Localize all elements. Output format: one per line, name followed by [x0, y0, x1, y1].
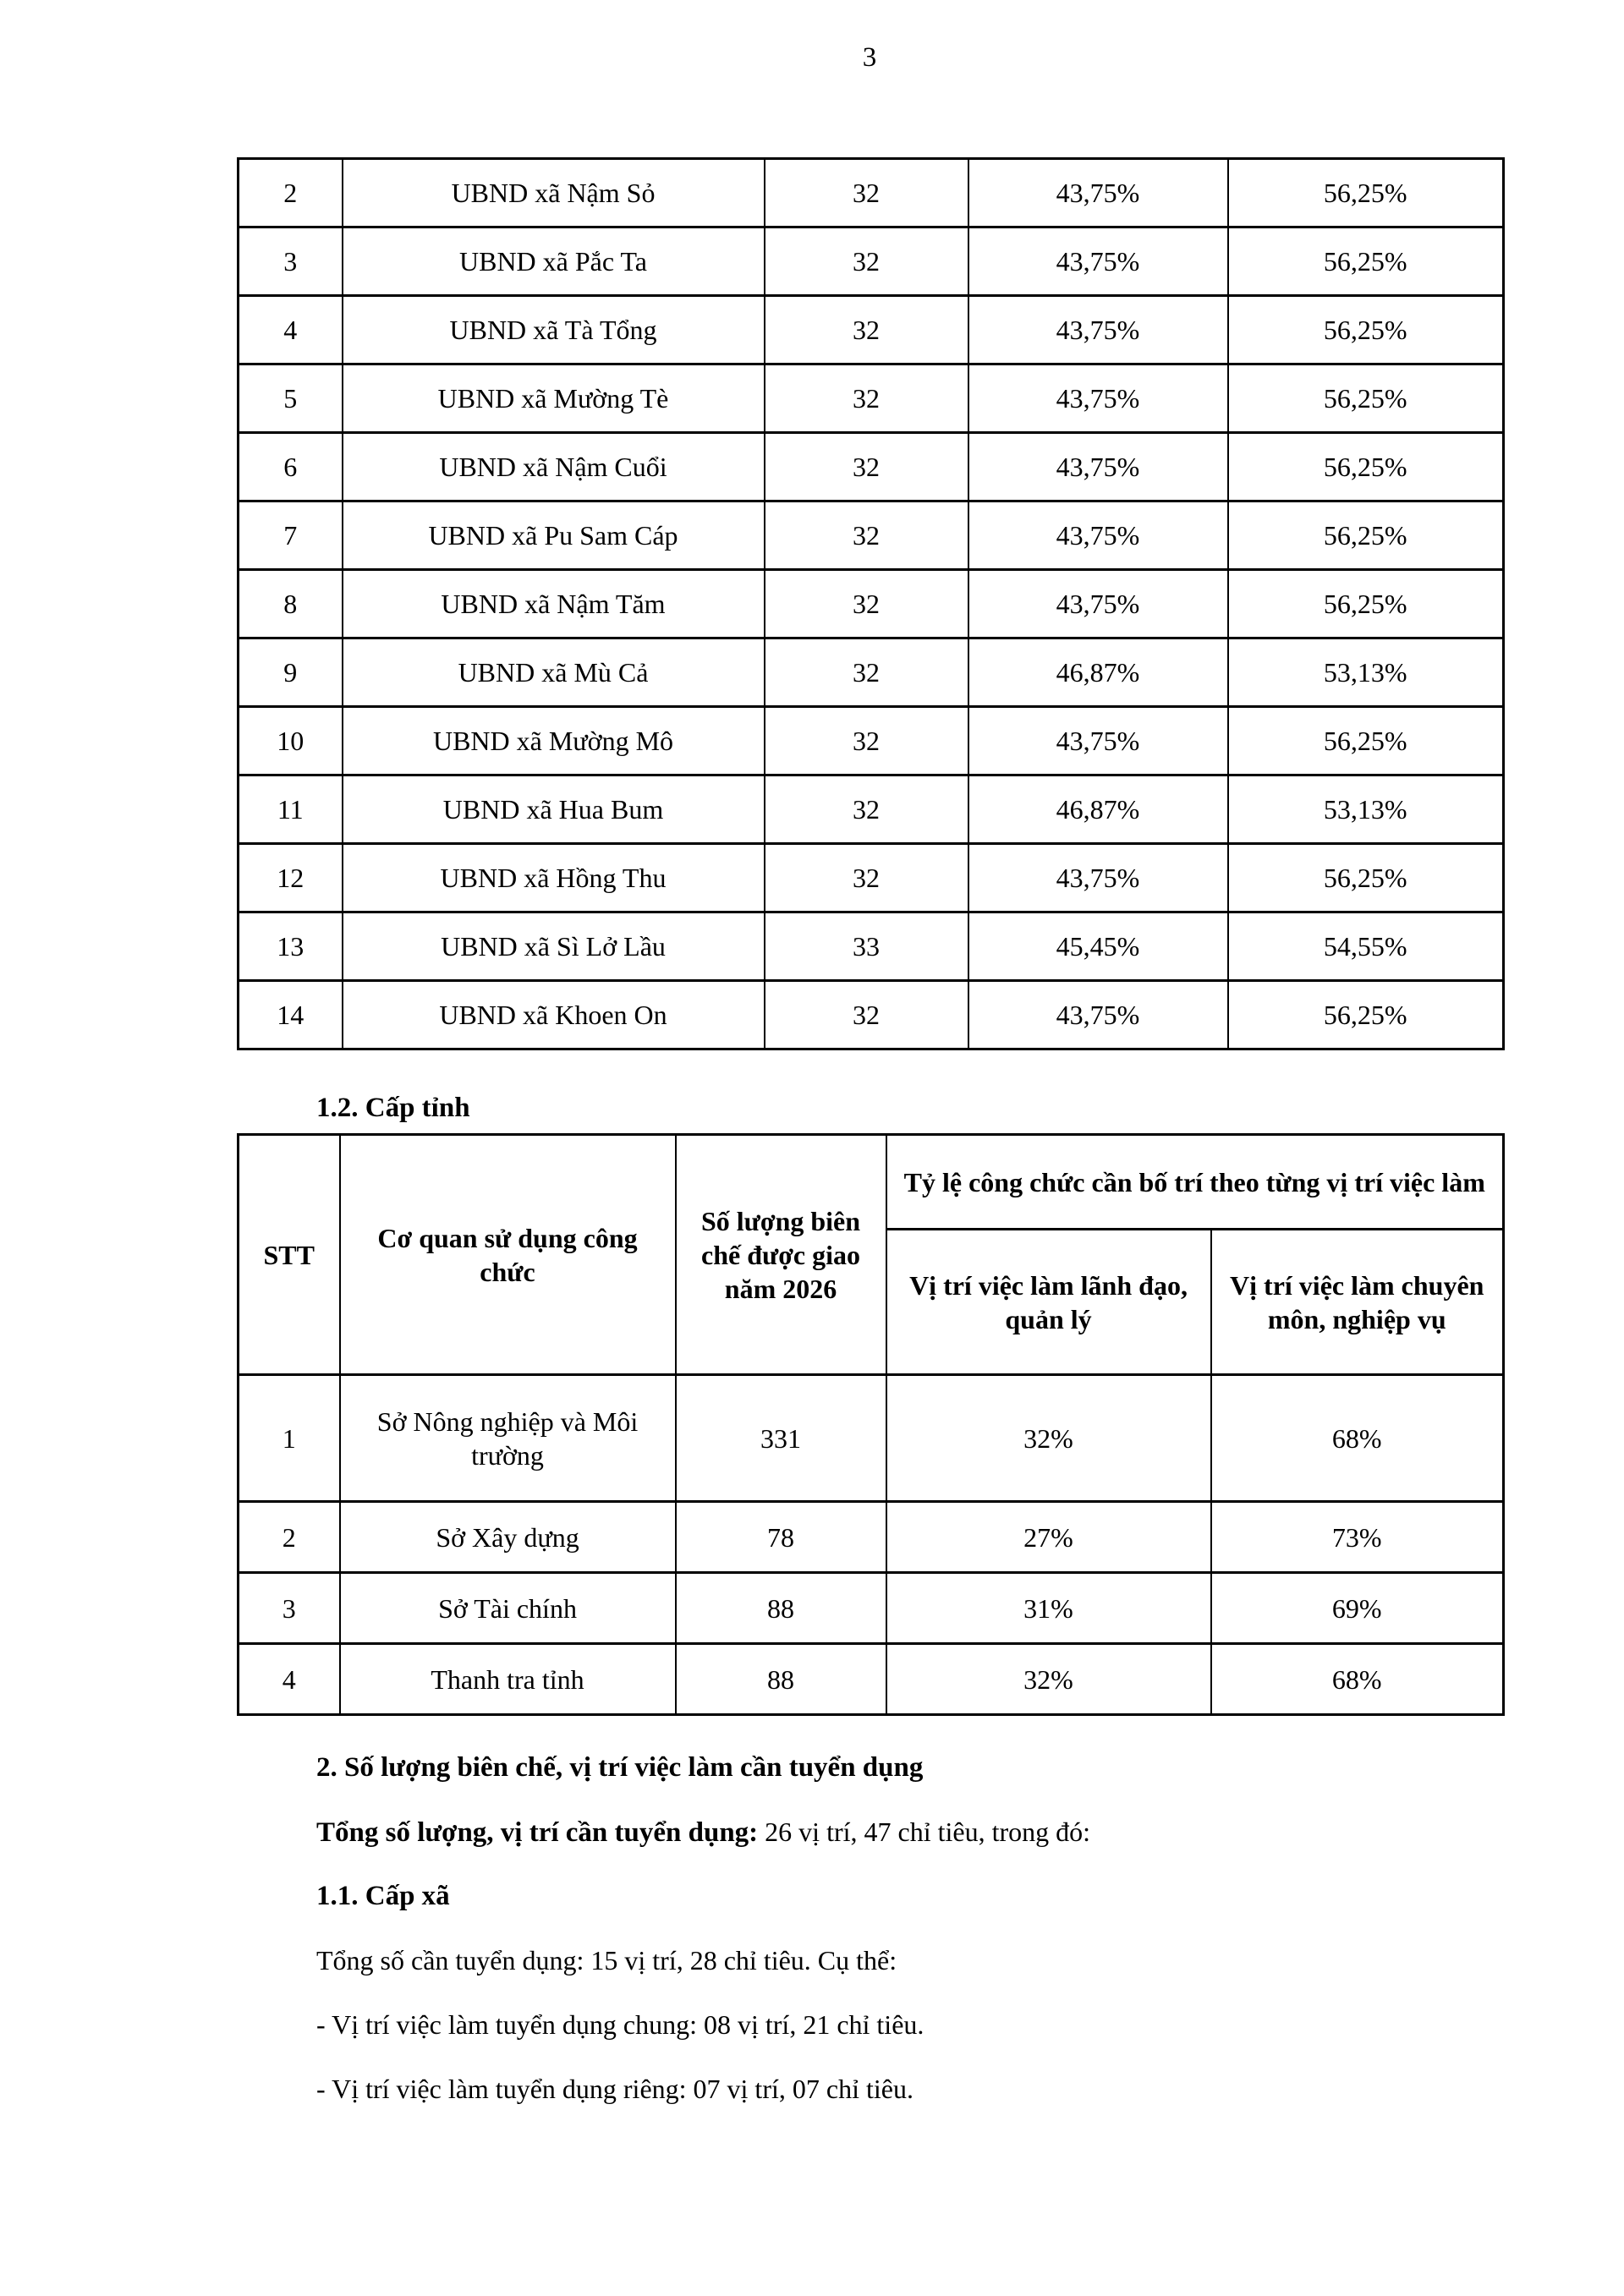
cell-agency: UBND xã Mường Mô — [343, 707, 765, 775]
table-row — [239, 433, 1504, 501]
cell-leader-pct: 31% — [886, 1573, 1211, 1644]
cell-leader-pct: 43,75% — [968, 707, 1228, 775]
table-row — [239, 1573, 1504, 1644]
cell-stt: 2 — [239, 159, 343, 227]
cell-quota: 88 — [676, 1644, 886, 1715]
table-row — [239, 296, 1504, 364]
cell-quota: 32 — [765, 364, 968, 433]
table-row — [239, 364, 1504, 433]
cell-quota: 32 — [765, 501, 968, 570]
cell-agency: Sở Nông nghiệp và Môi trường — [340, 1375, 676, 1502]
table-row — [239, 159, 1504, 227]
table-row — [239, 1502, 1504, 1573]
cell-stt: 4 — [239, 296, 343, 364]
table-row — [239, 501, 1504, 570]
cell-leader-pct: 43,75% — [968, 296, 1228, 364]
cell-stt: 10 — [239, 707, 343, 775]
cell-leader-pct: 46,87% — [968, 775, 1228, 844]
cell-leader-pct: 43,75% — [968, 570, 1228, 638]
cell-stt: 2 — [239, 1502, 340, 1573]
cell-agency: UBND xã Hua Bum — [343, 775, 765, 844]
header-agency: Cơ quan sử dụng công chức — [340, 1135, 676, 1375]
cell-agency: Sở Tài chính — [340, 1573, 676, 1644]
section-heading-provincial: 1.2. Cấp tỉnh — [316, 1093, 470, 1123]
cell-stt: 13 — [239, 912, 343, 981]
cell-quota: 32 — [765, 570, 968, 638]
cell-agency: UBND xã Sì Lở Lầu — [343, 912, 765, 981]
table-row — [239, 227, 1504, 296]
cell-leader-pct: 43,75% — [968, 501, 1228, 570]
header-quota: Số lượng biên chế được giao năm 2026 — [676, 1135, 886, 1375]
cell-agency: UBND xã Nậm Sỏ — [343, 159, 765, 227]
cell-stt: 3 — [239, 1573, 340, 1644]
cell-agency: UBND xã Pu Sam Cáp — [343, 501, 765, 570]
subsection-heading-commune: 1.1. Cấp xã — [316, 1881, 450, 1911]
cell-specialist-pct: 56,25% — [1228, 570, 1504, 638]
cell-stt: 7 — [239, 501, 343, 570]
total-positions-value: 26 vị trí, 47 chỉ tiêu, trong đó: — [758, 1817, 1091, 1847]
cell-stt: 8 — [239, 570, 343, 638]
cell-specialist-pct: 56,25% — [1228, 364, 1504, 433]
cell-leader-pct: 43,75% — [968, 433, 1228, 501]
commune-total-line: Tổng số cần tuyển dụng: 15 vị trí, 28 chỉ tiêu. Cụ thể: — [316, 1945, 897, 1975]
cell-leader-pct: 43,75% — [968, 227, 1228, 296]
header-ratio-specialist: Vị trí việc làm chuyên môn, nghiệp vụ — [1211, 1230, 1504, 1375]
cell-quota: 32 — [765, 159, 968, 227]
recruitment-section — [316, 1735, 1501, 2121]
cell-agency: UBND xã Mù Cả — [343, 638, 765, 707]
table-row — [239, 981, 1504, 1049]
cell-agency: UBND xã Nậm Cuổi — [343, 433, 765, 501]
table-row — [239, 638, 1504, 707]
cell-specialist-pct: 56,25% — [1228, 296, 1504, 364]
cell-quota: 32 — [765, 844, 968, 912]
cell-leader-pct: 43,75% — [968, 364, 1228, 433]
cell-leader-pct: 45,45% — [968, 912, 1228, 981]
table-row — [239, 912, 1504, 981]
cell-agency: Sở Xây dựng — [340, 1502, 676, 1573]
cell-quota: 32 — [765, 638, 968, 707]
table-row — [239, 570, 1504, 638]
cell-specialist-pct: 53,13% — [1228, 775, 1504, 844]
cell-agency: UBND xã Khoen On — [343, 981, 765, 1049]
header-stt: STT — [239, 1135, 340, 1375]
cell-specialist-pct: 54,55% — [1228, 912, 1504, 981]
table-row — [239, 1644, 1504, 1715]
cell-stt: 5 — [239, 364, 343, 433]
cell-stt: 12 — [239, 844, 343, 912]
table-header-row — [239, 1135, 1504, 1230]
cell-quota: 32 — [765, 981, 968, 1049]
cell-specialist-pct: 68% — [1211, 1644, 1504, 1715]
cell-specialist-pct: 53,13% — [1228, 638, 1504, 707]
cell-leader-pct: 32% — [886, 1644, 1211, 1715]
cell-specialist-pct: 56,25% — [1228, 981, 1504, 1049]
cell-stt: 3 — [239, 227, 343, 296]
section-heading-recruitment: 2. Số lượng biên chế, vị trí việc làm cần tuyển dụng — [316, 1752, 924, 1783]
cell-leader-pct: 43,75% — [968, 844, 1228, 912]
cell-leader-pct: 43,75% — [968, 159, 1228, 227]
cell-specialist-pct: 56,25% — [1228, 844, 1504, 912]
cell-specialist-pct: 56,25% — [1228, 159, 1504, 227]
cell-agency: UBND xã Pắc Ta — [343, 227, 765, 296]
cell-stt: 14 — [239, 981, 343, 1049]
cell-specialist-pct: 73% — [1211, 1502, 1504, 1573]
bullet-specific-positions: - Vị trí việc làm tuyển dụng riêng: 07 vị trí, 07 chỉ tiêu. — [316, 2074, 914, 2104]
header-ratio-leader: Vị trí việc làm lãnh đạo, quản lý — [886, 1230, 1211, 1375]
total-positions-line — [316, 1800, 1501, 1864]
header-ratio-group: Tỷ lệ công chức cần bố trí theo từng vị trí việc làm — [886, 1135, 1504, 1230]
cell-specialist-pct: 69% — [1211, 1573, 1504, 1644]
page-number: 3 — [862, 42, 877, 73]
table-row — [239, 775, 1504, 844]
table-row — [239, 844, 1504, 912]
cell-stt: 4 — [239, 1644, 340, 1715]
total-positions-label: Tổng số lượng, vị trí cần tuyển dụng: — [316, 1817, 759, 1848]
cell-stt: 1 — [239, 1375, 340, 1502]
cell-specialist-pct: 56,25% — [1228, 227, 1504, 296]
cell-agency: UBND xã Mường Tè — [343, 364, 765, 433]
cell-quota: 78 — [676, 1502, 886, 1573]
cell-leader-pct: 27% — [886, 1502, 1211, 1573]
cell-quota: 331 — [676, 1375, 886, 1502]
cell-quota: 32 — [765, 296, 968, 364]
cell-specialist-pct: 56,25% — [1228, 501, 1504, 570]
cell-leader-pct: 32% — [886, 1375, 1211, 1502]
cell-agency: UBND xã Hồng Thu — [343, 844, 765, 912]
cell-quota: 32 — [765, 775, 968, 844]
cell-agency: UBND xã Tà Tổng — [343, 296, 765, 364]
cell-quota: 33 — [765, 912, 968, 981]
cell-leader-pct: 46,87% — [968, 638, 1228, 707]
cell-agency: Thanh tra tỉnh — [340, 1644, 676, 1715]
cell-stt: 6 — [239, 433, 343, 501]
table-row — [239, 1375, 1504, 1502]
cell-quota: 32 — [765, 433, 968, 501]
commune-allocation-table — [237, 157, 1505, 1050]
cell-specialist-pct: 68% — [1211, 1375, 1504, 1502]
cell-stt: 11 — [239, 775, 343, 844]
cell-quota: 88 — [676, 1573, 886, 1644]
cell-quota: 32 — [765, 707, 968, 775]
cell-leader-pct: 43,75% — [968, 981, 1228, 1049]
cell-agency: UBND xã Nậm Tăm — [343, 570, 765, 638]
cell-specialist-pct: 56,25% — [1228, 707, 1504, 775]
cell-stt: 9 — [239, 638, 343, 707]
cell-specialist-pct: 56,25% — [1228, 433, 1504, 501]
bullet-general-positions: - Vị trí việc làm tuyển dụng chung: 08 vị trí, 21 chỉ tiêu. — [316, 2009, 924, 2040]
cell-quota: 32 — [765, 227, 968, 296]
province-allocation-table — [237, 1133, 1505, 1716]
table-row — [239, 707, 1504, 775]
